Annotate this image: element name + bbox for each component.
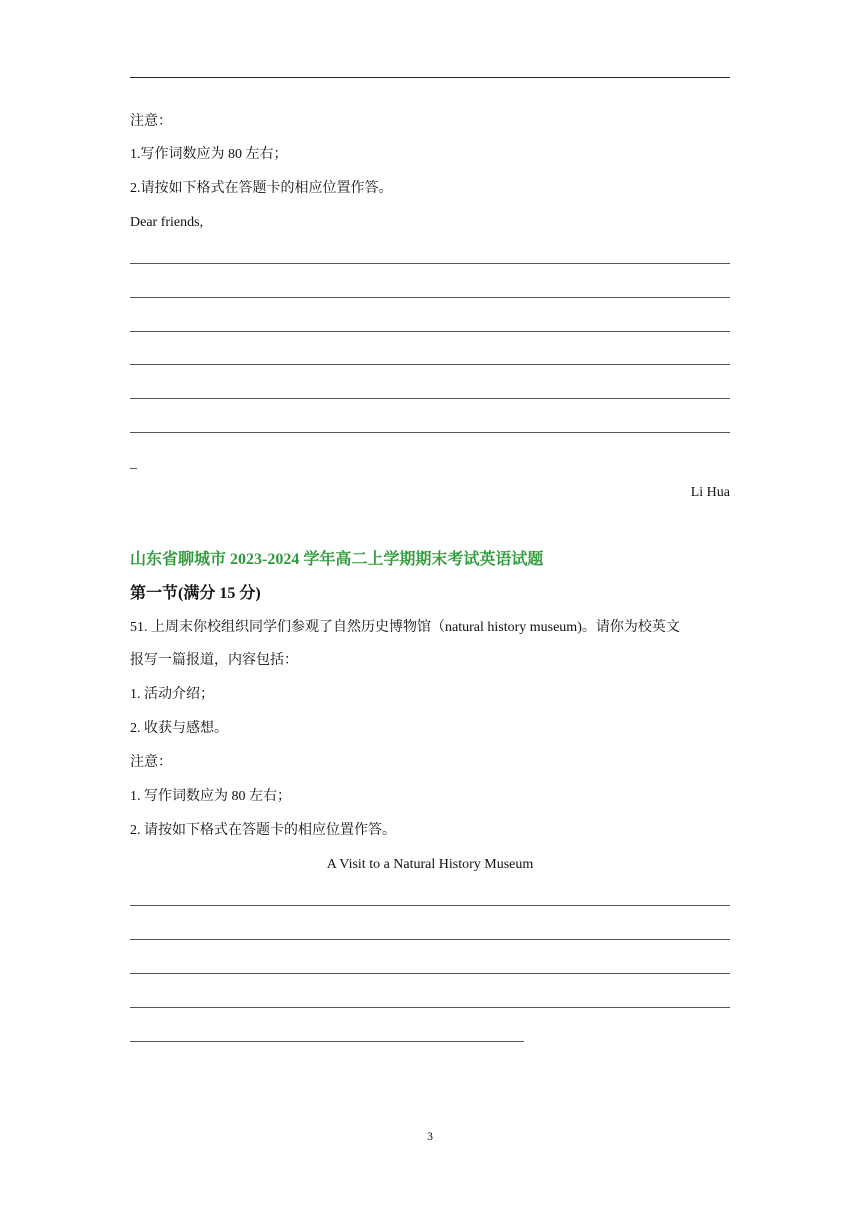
note-word-count: 1. 写作词数应为 80 左右； [130,789,291,804]
answer-line [130,331,730,332]
note-answer-format: 2.请按如下格式在答题卡的相应位置作答。 [130,181,393,196]
notes-label: 注意： [130,755,172,770]
header-rule [130,77,730,78]
answer-line [130,1041,524,1042]
essay-title: A Visit to a Natural History Museum [326,857,534,872]
answer-line [130,297,730,298]
source-title: 山东省聊城市 2023-2024 学年高二上学期期末考试英语试题 [130,551,544,568]
answer-line [130,973,730,974]
trailing-dash: _ [130,456,137,471]
notes-label: 注意： [130,114,172,129]
answer-line [130,398,730,399]
answer-line [130,939,730,940]
content-point: 2. 收获与感想。 [130,721,228,736]
prompt-line: 报写一篇报道，内容包括： [130,653,298,668]
prompt-line: 51. 上周末你校组织同学们参观了自然历史博物馆（natural history museum)。请你为校英文 [130,620,680,635]
answer-line [130,905,730,906]
page-number: 3 [427,1129,433,1143]
salutation: Dear friends, [130,215,204,230]
answer-line [130,263,730,264]
content-point: 1. 活动介绍； [130,687,214,702]
answer-line [130,1007,730,1008]
note-word-count: 1.写作词数应为 80 左右； [130,147,288,162]
answer-line [130,432,730,433]
note-answer-format: 2. 请按如下格式在答题卡的相应位置作答。 [130,823,396,838]
signature: Li Hua [690,485,730,500]
answer-line [130,364,730,365]
section-heading: 第一节(满分 15 分) [130,585,261,602]
